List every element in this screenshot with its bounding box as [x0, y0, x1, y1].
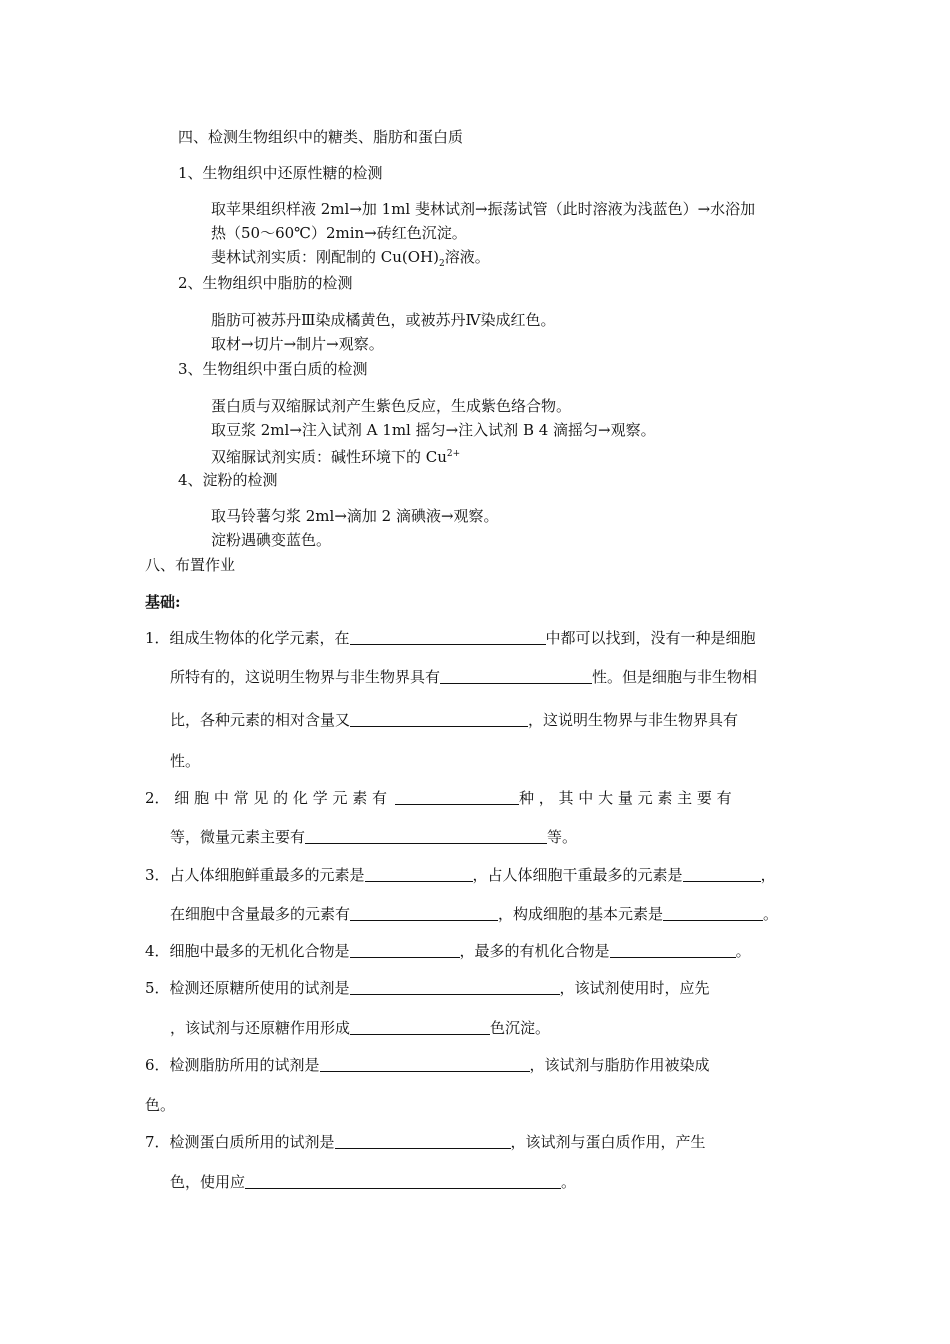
sub2-line1: 脂肪可被苏丹Ⅲ染成橘黄色，或被苏丹Ⅳ染成红色。 — [211, 311, 556, 329]
q5-text-c: ，该试剂与还原糖作用形成 — [170, 1019, 351, 1037]
sub3-line3-text: 双缩脲试剂实质：碱性环境下的 Cu — [211, 448, 447, 466]
q3-text-c: ， — [760, 866, 776, 884]
q1-line2 — [170, 667, 757, 687]
basic-label: 基础: — [145, 593, 181, 611]
sub1-line3 — [211, 247, 490, 274]
q7-text-d: 。 — [561, 1173, 577, 1191]
q2-blank-1[interactable] — [395, 790, 519, 805]
q1-text-d: 性。但是细胞与非生物相 — [592, 668, 758, 686]
q3-text-a: 3．占人体细胞鲜重最多的元素是 — [145, 866, 365, 884]
sub1-line3-b: 溶液。 — [444, 248, 490, 266]
q1-blank-1[interactable] — [350, 630, 546, 645]
q2-text-d: 等。 — [547, 828, 578, 846]
sub3-line3-superscript: 2+ — [446, 449, 461, 459]
q1-line1 — [145, 628, 756, 648]
q1-text-f: ，这说明生物界与非生物界具有 — [528, 711, 739, 729]
q4-text-c: 。 — [735, 942, 751, 960]
q7-text-c: 色，使用应 — [170, 1173, 246, 1191]
q2-line1 — [145, 788, 732, 808]
q3-text-f: 。 — [763, 905, 779, 923]
q7-text-b: ，该试剂与蛋白质作用，产生 — [510, 1133, 706, 1151]
q4-text-a: 4．细胞中最多的无机化合物是 — [145, 942, 350, 960]
sub1-line3-a: 斐林试剂实质：刚配制的 Cu(OH) — [211, 248, 439, 266]
sub3-line1: 蛋白质与双缩脲试剂产生紫色反应，生成紫色络合物。 — [211, 397, 572, 415]
q3-blank-3[interactable] — [350, 906, 498, 921]
q1-blank-3[interactable] — [350, 712, 528, 727]
q5-text-d: 色沉淀。 — [490, 1019, 551, 1037]
q3-text-d: 在细胞中含量最多的元素有 — [170, 905, 351, 923]
q5-blank-2[interactable] — [350, 1020, 490, 1035]
section-8-title: 八、布置作业 — [145, 556, 236, 574]
q1-blank-2[interactable] — [440, 669, 592, 684]
q7-text-a: 7．检测蛋白质所用的试剂是 — [145, 1133, 335, 1151]
q1-text-a: 1．组成生物体的化学元素，在 — [145, 629, 350, 647]
q5-line2 — [170, 1018, 550, 1038]
q3-line1 — [145, 865, 776, 885]
q3-line2 — [170, 904, 778, 924]
q7-line2 — [170, 1172, 576, 1192]
q3-text-e: ，构成细胞的基本元素是 — [498, 905, 664, 923]
q1-line3 — [170, 710, 738, 730]
q6-line1 — [145, 1055, 710, 1075]
q4-text-b: ，最多的有机化合物是 — [459, 942, 610, 960]
sub4-heading: 4、淀粉的检测 — [178, 471, 278, 489]
q3-blank-1[interactable] — [365, 867, 473, 882]
q5-text-a: 5．检测还原糖所使用的试剂是 — [145, 979, 350, 997]
sub3-heading: 3、生物组织中蛋白质的检测 — [178, 360, 368, 378]
q7-blank-2[interactable] — [245, 1174, 561, 1189]
sub2-line2: 取材→切片→制片→观察。 — [211, 335, 384, 353]
sub3-line2: 取豆浆 2ml→注入试剂 A 1ml 摇匀→注入试剂 B 4 滴摇匀→观察。 — [211, 421, 656, 439]
sub3-line3 — [211, 444, 460, 467]
q3-blank-2[interactable] — [683, 867, 761, 882]
q2-blank-2[interactable] — [305, 829, 547, 844]
q2-line2 — [170, 827, 577, 847]
q2-text-b: 种 ， 其 中 大 量 元 素 主 要 有 — [519, 789, 732, 807]
q6-text-b: ，该试剂与脂肪作用被染成 — [529, 1056, 710, 1074]
q3-blank-4[interactable] — [663, 906, 763, 921]
q4-blank-2[interactable] — [610, 943, 736, 958]
sub1-line2: 热（50～60℃）2min→砖红色沉淀。 — [211, 224, 467, 242]
sub2-heading: 2、生物组织中脂肪的检测 — [178, 274, 353, 292]
q2-text-a: 2． 细 胞 中 常 见 的 化 学 元 素 有 — [145, 789, 387, 807]
q7-line1 — [145, 1132, 706, 1152]
q3-text-b: ，占人体细胞干重最多的元素是 — [472, 866, 683, 884]
q4-blank-1[interactable] — [350, 943, 460, 958]
q4-line1 — [145, 941, 751, 961]
section-4-title: 四、检测生物组织中的糖类、脂肪和蛋白质 — [178, 128, 464, 146]
q2-text-c: 等，微量元素主要有 — [170, 828, 306, 846]
q7-blank-1[interactable] — [335, 1134, 511, 1149]
sub4-line1: 取马铃薯匀浆 2ml→滴加 2 滴碘液→观察。 — [211, 507, 499, 525]
q6-text-a: 6．检测脂肪所用的试剂是 — [145, 1056, 320, 1074]
q1-text-e: 比，各种元素的相对含量又 — [170, 711, 351, 729]
q6-line2: 色。 — [145, 1096, 176, 1114]
q5-text-b: ，该试剂使用时，应先 — [559, 979, 710, 997]
sub1-heading: 1、生物组织中还原性糖的检测 — [178, 164, 383, 182]
q1-line4: 性。 — [170, 752, 201, 770]
q5-line1 — [145, 978, 710, 998]
sub1-line3-subscript: 2 — [439, 259, 445, 269]
q6-blank-1[interactable] — [320, 1057, 530, 1072]
q5-blank-1[interactable] — [350, 980, 560, 995]
sub4-line2: 淀粉遇碘变蓝色。 — [211, 531, 332, 549]
q1-text-b: 中都可以找到，没有一种是细胞 — [545, 629, 756, 647]
sub1-line1: 取苹果组织样液 2ml→加 1ml 斐林试剂→振荡试管（此时溶液为浅蓝色）→水浴加 — [211, 200, 756, 218]
q1-text-c: 所特有的，这说明生物界与非生物界具有 — [170, 668, 441, 686]
